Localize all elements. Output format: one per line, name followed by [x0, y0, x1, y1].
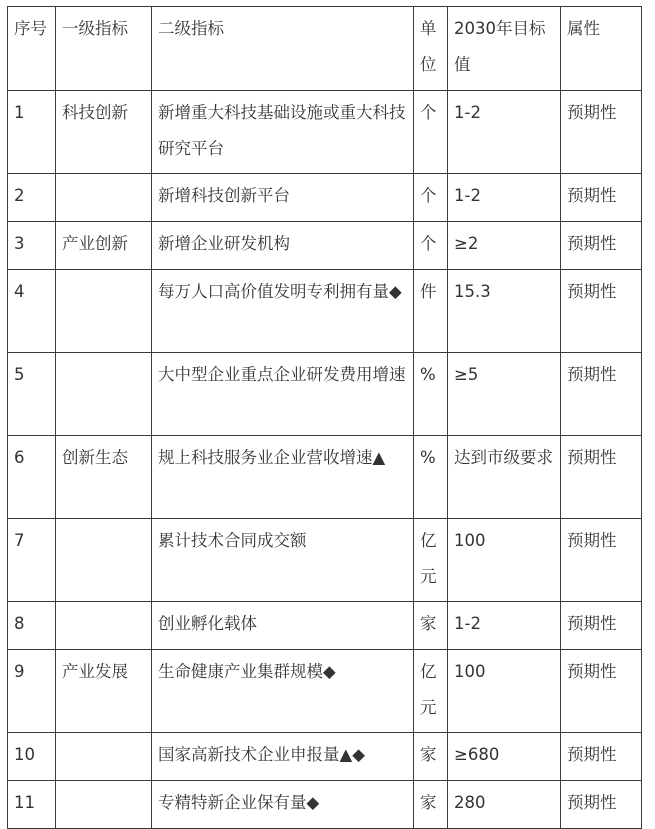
- cell-property: 预期性: [561, 733, 642, 781]
- table-row: [8, 222, 642, 270]
- cell-target: ≥680: [448, 733, 561, 781]
- table-row: [8, 436, 642, 519]
- header-property: 属性: [561, 7, 642, 91]
- cell-target: ≥2: [448, 222, 561, 270]
- cell-seq: 3: [8, 222, 56, 270]
- cell-seq: 7: [8, 519, 56, 602]
- cell-property: 预期性: [561, 353, 642, 436]
- cell-level1: [56, 602, 152, 650]
- cell-level2: 创业孵化载体: [152, 602, 414, 650]
- cell-level1: [56, 353, 152, 436]
- cell-unit: 个: [414, 222, 448, 270]
- cell-unit: 家: [414, 602, 448, 650]
- cell-level2: 新增重大科技基础设施或重大科技研究平台: [152, 91, 414, 174]
- cell-property: 预期性: [561, 436, 642, 519]
- cell-target: 1-2: [448, 602, 561, 650]
- cell-level2: 专精特新企业保有量◆: [152, 781, 414, 829]
- cell-unit: 亿元: [414, 519, 448, 602]
- cell-level1: 创新生态: [56, 436, 152, 519]
- cell-seq: 8: [8, 602, 56, 650]
- cell-property: 预期性: [561, 650, 642, 733]
- cell-level2: 规上科技服务业企业营收增速▲: [152, 436, 414, 519]
- cell-unit: 件: [414, 270, 448, 353]
- cell-property: 预期性: [561, 91, 642, 174]
- cell-level1: [56, 519, 152, 602]
- cell-target: ≥5: [448, 353, 561, 436]
- cell-level1: [56, 733, 152, 781]
- indicator-table: [7, 6, 642, 829]
- cell-level2: 新增科技创新平台: [152, 174, 414, 222]
- cell-level2: 生命健康产业集群规模◆: [152, 650, 414, 733]
- cell-unit: 个: [414, 174, 448, 222]
- cell-unit: 家: [414, 781, 448, 829]
- table-row: [8, 519, 642, 602]
- cell-unit: %: [414, 436, 448, 519]
- cell-level2: 国家高新技术企业申报量▲◆: [152, 733, 414, 781]
- cell-target: 1-2: [448, 174, 561, 222]
- cell-seq: 2: [8, 174, 56, 222]
- cell-level2: 每万人口高价值发明专利拥有量◆: [152, 270, 414, 353]
- table-row: [8, 174, 642, 222]
- cell-unit: 个: [414, 91, 448, 174]
- header-target: 2030年目标值: [448, 7, 561, 91]
- cell-target: 280: [448, 781, 561, 829]
- cell-seq: 5: [8, 353, 56, 436]
- cell-seq: 9: [8, 650, 56, 733]
- header-level2: 二级指标: [152, 7, 414, 91]
- cell-seq: 10: [8, 733, 56, 781]
- table-row: [8, 650, 642, 733]
- cell-property: 预期性: [561, 222, 642, 270]
- cell-level1: 产业发展: [56, 650, 152, 733]
- cell-seq: 4: [8, 270, 56, 353]
- cell-level2: 大中型企业重点企业研发费用增速: [152, 353, 414, 436]
- cell-level2: 新增企业研发机构: [152, 222, 414, 270]
- cell-property: 预期性: [561, 270, 642, 353]
- cell-target: 1-2: [448, 91, 561, 174]
- cell-property: 预期性: [561, 174, 642, 222]
- cell-target: 达到市级要求: [448, 436, 561, 519]
- cell-level1: 科技创新: [56, 91, 152, 174]
- header-seq: 序号: [8, 7, 56, 91]
- table-header-row: [8, 7, 642, 91]
- cell-property: 预期性: [561, 519, 642, 602]
- table-row: [8, 270, 642, 353]
- cell-target: 15.3: [448, 270, 561, 353]
- table-row: [8, 602, 642, 650]
- cell-level2: 累计技术合同成交额: [152, 519, 414, 602]
- cell-level1: 产业创新: [56, 222, 152, 270]
- cell-unit: 家: [414, 733, 448, 781]
- cell-target: 100: [448, 519, 561, 602]
- table-row: [8, 733, 642, 781]
- cell-level1: [56, 174, 152, 222]
- cell-seq: 1: [8, 91, 56, 174]
- cell-property: 预期性: [561, 781, 642, 829]
- cell-unit: 亿元: [414, 650, 448, 733]
- cell-seq: 11: [8, 781, 56, 829]
- cell-target: 100: [448, 650, 561, 733]
- cell-level1: [56, 270, 152, 353]
- cell-seq: 6: [8, 436, 56, 519]
- header-unit: 单位: [414, 7, 448, 91]
- table-row: [8, 91, 642, 174]
- table-row: [8, 781, 642, 829]
- header-level1: 一级指标: [56, 7, 152, 91]
- table-row: [8, 353, 642, 436]
- cell-level1: [56, 781, 152, 829]
- cell-unit: %: [414, 353, 448, 436]
- cell-property: 预期性: [561, 602, 642, 650]
